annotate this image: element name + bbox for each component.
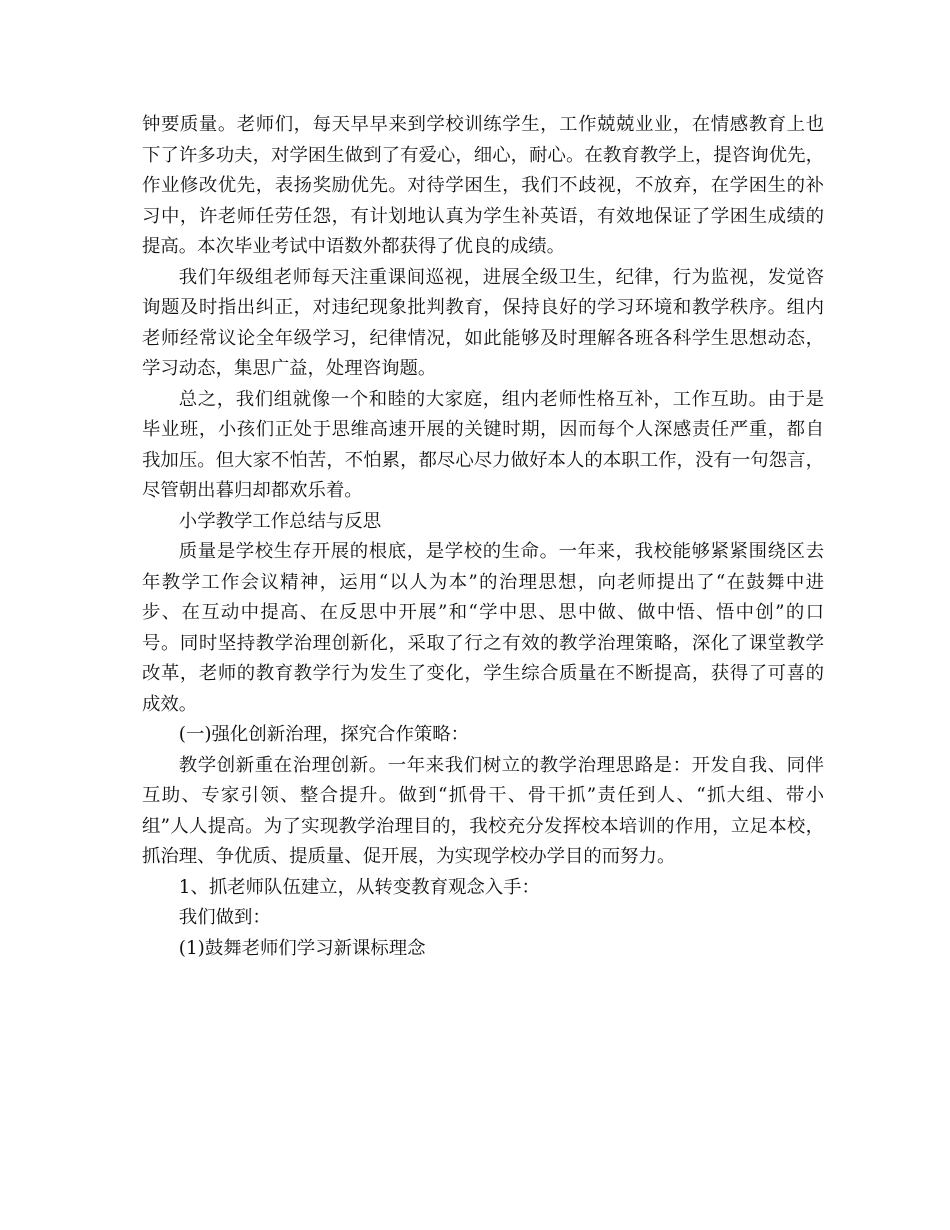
paragraph <box>142 751 824 873</box>
text-line: 钟要质量。老师们，每天早早来到学校训练学生，工作兢兢业业，在情感教育上也 <box>142 114 825 135</box>
paragraph <box>142 903 824 934</box>
text-line: 教学创新重在治理创新。一年来我们树立的教学治理思路是：开发自我、同伴 <box>178 754 825 776</box>
text-line: 提高。本次毕业考试中语数外都获得了优良的成绩。 <box>142 236 565 257</box>
paragraph <box>142 720 824 751</box>
text-line: (一)强化创新治理，探究合作策略： <box>178 724 470 745</box>
text-line: 号。同时坚持教学治理创新化，采取了行之有效的教学治理策略，深化了课堂教学 <box>142 632 825 654</box>
text-line: 毕业班，小孩们正处于思维高速开展的关键时期，因而每个人深感责任严重，都自 <box>142 419 825 440</box>
text-line: 老师经常议论全年级学习，纪律情况，如此能够及时理解各班各科学生思想动态， <box>142 327 825 349</box>
text-line: 年教学工作会议精神，运用“以人为本”的治理思想，向老师提出了“在鼓舞中进 <box>142 571 826 593</box>
text-line: 组”人人提高。为了实现教学治理目的，我校充分发挥校本培训的作用，立足本校， <box>142 815 825 837</box>
text-line: 步、在互动中提高、在反思中开展”和“学中思、思中做、做中悟、悟中创”的口 <box>142 602 826 623</box>
paragraph <box>142 110 824 263</box>
text-line: 抓治理、争优质、提质量、促开展，为实现学校办学目的而努力。 <box>142 846 676 867</box>
text-line: 我们年级组老师每天注重课间巡视，进展全级卫生，纪律，行为监视，发觉咨 <box>178 266 825 288</box>
text-line: 成效。 <box>142 693 198 715</box>
paragraph <box>142 934 824 965</box>
paragraph <box>142 385 824 507</box>
paragraph <box>142 263 824 385</box>
text-line: 总之，我们组就像一个和睦的大家庭，组内老师性格互补，工作互助。由于是 <box>178 388 825 410</box>
text-line: 质量是学校生存开展的根底，是学校的生命。一年来，我校能够紧紧围绕区去 <box>178 541 825 562</box>
paragraph <box>142 537 824 720</box>
text-line: 1、抓老师队伍建立，从转变教育观念入手： <box>178 876 540 898</box>
paragraph <box>142 507 824 538</box>
text-line: 学习动态，集思广益，处理咨询题。 <box>142 358 437 379</box>
text-line: 作业修改优先，表扬奖励优先。对待学困生，我们不歧视，不放弃，在学困生的补 <box>142 175 825 196</box>
text-line: 我们做到： <box>178 907 271 928</box>
text-line: 尽管朝出暮归却都欢乐着。 <box>142 480 363 501</box>
paragraph <box>142 873 824 904</box>
text-line: 下了许多功夫，对学困生做到了有爱心，细心，耐心。在教育教学上，提咨询优先， <box>142 144 825 166</box>
text-line: (1)鼓舞老师们学习新课标理念 <box>178 937 426 959</box>
text-line: 我加压。但大家不怕苦，不怕累，都尽心尽力做好本人的本职工作，没有一句怨言， <box>142 449 825 471</box>
text-line: 小学教学工作总结与反思 <box>178 510 382 532</box>
document-page <box>142 110 824 964</box>
text-line: 习中，许老师任劳任怨，有计划地认真为学生补英语，有效地保证了学困生成绩的 <box>142 205 825 227</box>
text-line: 询题及时指出纠正，对违纪现象批判教育，保持良好的学习环境和教学秩序。组内 <box>142 297 825 318</box>
text-line: 互助、专家引领、整合提升。做到“抓骨干、骨干抓”责任到人、“抓大组、带小 <box>142 785 826 806</box>
text-line: 改革，老师的教育教学行为发生了变化，学生综合质量在不断提高，获得了可喜的 <box>142 663 825 684</box>
